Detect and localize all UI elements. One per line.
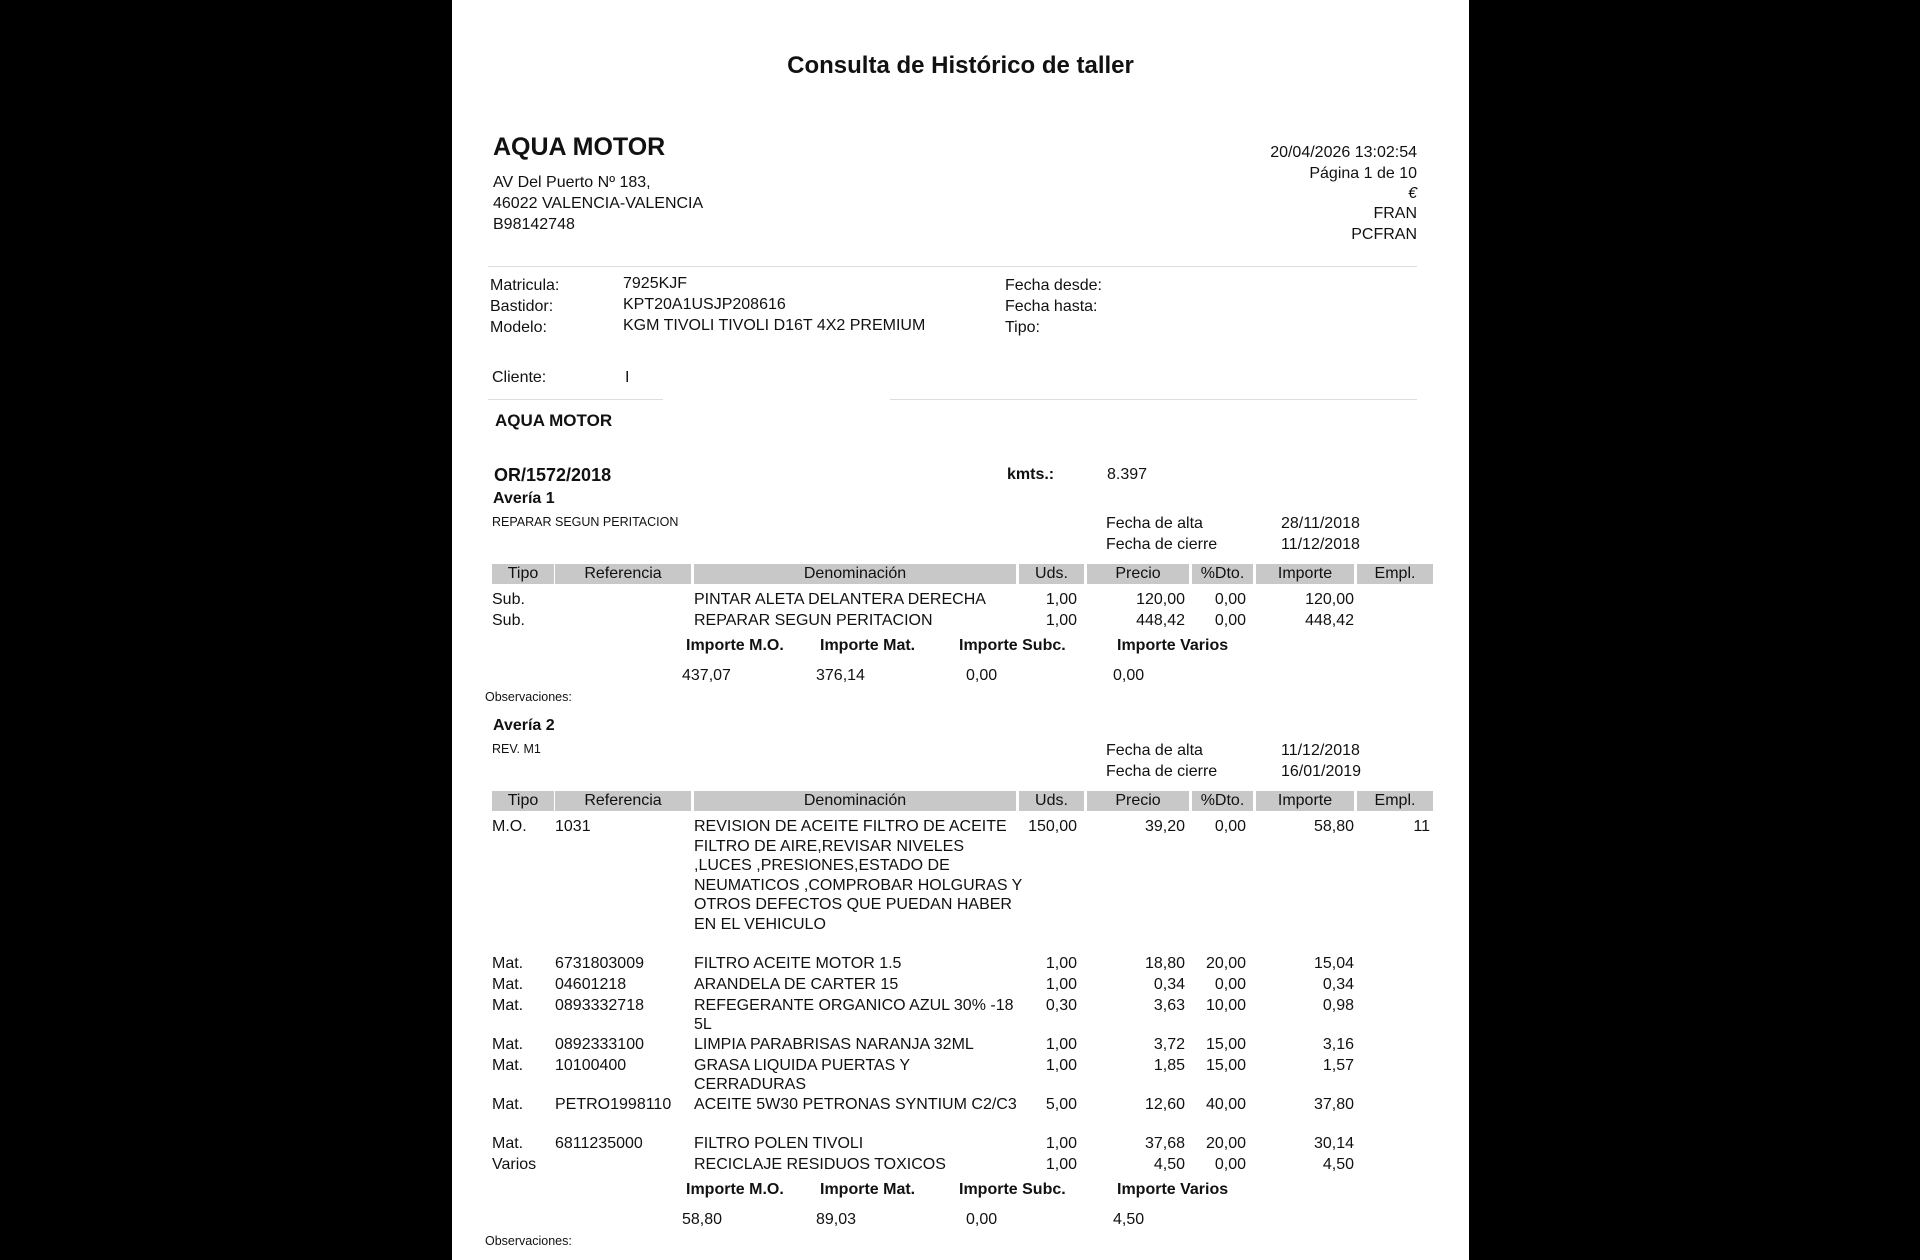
company-tax-id: B98142748: [493, 216, 575, 233]
totals-header: Importe Subc.: [959, 637, 1066, 654]
cell-importe: 37,80: [1313, 1095, 1354, 1113]
model-value: KGM TIVOLI TIVOLI D16T 4X2 PREMIUM: [623, 317, 926, 334]
cell-ref: 6811235000: [555, 1134, 643, 1152]
column-header: Uds.: [1019, 564, 1084, 584]
cell-importe: 0,98: [1322, 996, 1354, 1014]
client-value: I: [625, 369, 630, 386]
type-label: Tipo:: [1005, 319, 1040, 336]
column-header: Referencia: [555, 791, 691, 811]
cell-importe: 0,34: [1322, 975, 1354, 993]
totals-header: Importe Varios: [1117, 637, 1229, 654]
cell-importe: 15,04: [1313, 954, 1354, 972]
cell-tipo: Sub.: [492, 612, 525, 629]
vin-label: Bastidor:: [490, 298, 554, 315]
totals-value: 437,07: [682, 667, 731, 684]
cell-tipo: Sub.: [492, 591, 525, 608]
cell-den: REFEGERANTE ORGANICO AZUL 30% -18 5L: [694, 996, 1014, 1033]
cell-uds: 1,00: [1045, 1035, 1077, 1053]
cell-tipo: Varios: [492, 1155, 537, 1173]
cell-tipo: Mat.: [492, 1056, 524, 1074]
cell-ref: 6731803009: [555, 954, 644, 972]
cell-precio: 18,80: [1144, 954, 1185, 972]
cell-tipo: Mat.: [492, 1134, 524, 1152]
cell-dto: 0,00: [1214, 612, 1246, 629]
cell-dto: 15,00: [1205, 1035, 1246, 1053]
cell-uds: 1,00: [1045, 975, 1077, 993]
column-header: Tipo: [492, 564, 554, 584]
model-label: Modelo:: [490, 319, 547, 336]
cell-uds: 1,00: [1045, 591, 1077, 608]
cell-dto: 0,00: [1214, 591, 1246, 608]
totals-value: 4,50: [1113, 1210, 1145, 1228]
cell-uds: 1,00: [1045, 1134, 1077, 1152]
column-header: Empl.: [1357, 564, 1433, 584]
currency-symbol: €: [1408, 185, 1417, 202]
closed-date-label: Fecha de cierre: [1106, 763, 1218, 780]
column-header: Precio: [1087, 564, 1189, 584]
opened-date-label: Fecha de alta: [1106, 515, 1203, 532]
totals-header: Importe Mat.: [820, 637, 916, 654]
totals-value: 89,03: [816, 1210, 857, 1228]
observations-label: Observaciones:: [485, 690, 572, 704]
cell-dto: 10,00: [1205, 996, 1246, 1014]
header-divider: [488, 266, 1417, 267]
column-header: Precio: [1087, 791, 1189, 811]
report-terminal: PCFRAN: [1351, 226, 1417, 243]
cell-uds: 1,00: [1045, 1056, 1077, 1074]
plate-label: Matricula:: [490, 277, 560, 294]
report-page: [452, 0, 1469, 1260]
cell-dto: 20,00: [1205, 1134, 1246, 1152]
cell-den: ARANDELA DE CARTER 15: [694, 975, 899, 993]
cell-precio: 12,60: [1144, 1095, 1185, 1113]
cell-ref: 10100400: [555, 1056, 627, 1074]
column-header: Tipo: [492, 791, 554, 811]
km-value: 8.397: [1107, 466, 1148, 483]
cell-tipo: Mat.: [492, 954, 524, 972]
totals-value: 376,14: [816, 667, 865, 684]
cell-precio: 4,50: [1153, 1155, 1185, 1173]
observations-label: Observaciones:: [485, 1233, 572, 1248]
cell-ref: 1031: [555, 818, 591, 835]
cell-precio: 3,72: [1153, 1035, 1185, 1053]
opened-date-value: 28/11/2018: [1281, 515, 1360, 532]
cell-dto: 20,00: [1205, 954, 1246, 972]
cell-precio: 39,20: [1144, 818, 1185, 835]
cell-precio: 3,63: [1153, 996, 1185, 1014]
cell-tipo: Mat.: [492, 996, 524, 1014]
client-divider-left: [488, 399, 663, 400]
totals-header: Importe Subc.: [959, 1180, 1066, 1198]
repair-description: REPARAR SEGUN PERITACION: [492, 515, 679, 529]
totals-header: Importe M.O.: [686, 1180, 784, 1198]
report-datetime: 20/04/2026 13:02:54: [1270, 144, 1417, 161]
cell-den: FILTRO POLEN TIVOLI: [694, 1134, 864, 1152]
cell-den: REPARAR SEGUN PERITACION: [694, 612, 933, 629]
cell-importe: 3,16: [1322, 1035, 1354, 1053]
cell-den: GRASA LIQUIDA PUERTAS Y CERRADURAS: [694, 1056, 910, 1093]
cell-importe: 4,50: [1322, 1155, 1354, 1173]
company-name: AQUA MOTOR: [493, 133, 666, 161]
cell-ref: 04601218: [555, 975, 627, 993]
cell-den: ACEITE 5W30 PETRONAS SYNTIUM C2/C3: [694, 1095, 1017, 1113]
closed-date-value: 16/01/2019: [1281, 763, 1362, 780]
cell-den: PINTAR ALETA DELANTERA DERECHA: [694, 591, 986, 608]
opened-date-value: 11/12/2018: [1281, 742, 1360, 759]
repair-description: REV. M1: [492, 742, 541, 756]
closed-date-value: 11/12/2018: [1281, 536, 1360, 553]
column-header: Uds.: [1019, 791, 1084, 811]
cell-ref: 0893332718: [555, 996, 644, 1014]
report-title: Consulta de Histórico de taller: [787, 52, 1134, 79]
cell-precio: 0,34: [1153, 975, 1185, 993]
cell-importe: 120,00: [1305, 591, 1354, 608]
cell-tipo: M.O.: [492, 818, 527, 835]
cell-tipo: Mat.: [492, 1095, 524, 1113]
date-from-label: Fecha desde:: [1005, 277, 1102, 294]
date-to-label: Fecha hasta:: [1005, 298, 1098, 315]
report-user: FRAN: [1373, 205, 1417, 222]
cell-importe: 448,42: [1305, 612, 1354, 629]
column-header: Denominación: [694, 564, 1016, 584]
column-header: Referencia: [555, 564, 691, 584]
closed-date-label: Fecha de cierre: [1106, 536, 1218, 553]
page-indicator: Página 1 de 10: [1309, 165, 1417, 182]
cell-importe: 1,57: [1322, 1056, 1354, 1074]
cell-precio: 37,68: [1144, 1134, 1185, 1152]
totals-header: Importe Mat.: [820, 1180, 916, 1198]
column-header: Denominación: [694, 791, 1016, 811]
client-divider-right: [890, 399, 1417, 400]
cell-den: FILTRO ACEITE MOTOR 1.5: [694, 954, 902, 972]
column-header: Empl.: [1357, 791, 1433, 811]
order-number: OR/1572/2018: [494, 465, 612, 485]
column-header: Importe: [1256, 564, 1354, 584]
cell-dto: 40,00: [1205, 1095, 1246, 1113]
plate-value: 7925KJF: [623, 275, 688, 292]
repair-title: Avería 2: [493, 717, 555, 734]
cell-dto: 15,00: [1205, 1056, 1246, 1074]
cell-uds: 150,00: [1028, 818, 1077, 835]
cell-den: REVISION DE ACEITE FILTRO DE ACEITE FILTRO DE AIRE,REVISAR NIVELES ,LUCES ,PRESIONES,ESTADO DE NEUMATICOS ,COMPROBAR HOLGURAS Y OTROS DEFECTOS QUE PUEDAN HABER EN EL VEHICULO: [694, 818, 1023, 933]
cell-dto: 0,00: [1214, 975, 1246, 993]
opened-date-label: Fecha de alta: [1106, 742, 1203, 759]
cell-precio: 1,85: [1153, 1056, 1185, 1074]
cell-dto: 0,00: [1214, 1155, 1246, 1173]
cell-den: RECICLAJE RESIDUOS TOXICOS: [694, 1155, 946, 1173]
client-label: Cliente:: [492, 369, 547, 386]
column-header: %Dto.: [1192, 791, 1253, 811]
cell-dto: 0,00: [1214, 818, 1246, 835]
totals-value: 0,00: [1113, 667, 1145, 684]
company-address-line1: AV Del Puerto Nº 183,: [493, 174, 651, 191]
column-header: %Dto.: [1192, 564, 1253, 584]
totals-value: 0,00: [966, 667, 998, 684]
totals-header: Importe Varios: [1117, 1180, 1229, 1198]
cell-precio: 120,00: [1136, 591, 1185, 608]
cell-den: LIMPIA PARABRISAS NARANJA 32ML: [694, 1035, 974, 1053]
cell-importe: 58,80: [1313, 818, 1354, 835]
cell-precio: 448,42: [1136, 612, 1185, 629]
column-header: Importe: [1256, 791, 1354, 811]
cell-importe: 30,14: [1313, 1134, 1354, 1152]
cell-uds: 1,00: [1045, 954, 1077, 972]
cell-uds: 0,30: [1045, 996, 1077, 1014]
totals-value: 0,00: [966, 1210, 998, 1228]
cell-tipo: Mat.: [492, 1035, 524, 1053]
vin-value: KPT20A1USJP208616: [623, 296, 786, 313]
cell-empl: 11: [1413, 818, 1430, 835]
repair-title: Avería 1: [493, 490, 555, 507]
cell-uds: 1,00: [1045, 1155, 1077, 1173]
totals-header: Importe M.O.: [686, 637, 784, 654]
workshop-name: AQUA MOTOR: [495, 411, 613, 430]
totals-value: 58,80: [682, 1210, 723, 1228]
company-address-line2: 46022 VALENCIA-VALENCIA: [493, 195, 704, 212]
cell-tipo: Mat.: [492, 975, 524, 993]
cell-ref: PETRO1998110: [555, 1095, 672, 1113]
km-label: kmts.:: [1007, 466, 1055, 483]
cell-ref: 0892333100: [555, 1035, 644, 1053]
cell-uds: 1,00: [1045, 612, 1077, 629]
cell-uds: 5,00: [1045, 1095, 1077, 1113]
